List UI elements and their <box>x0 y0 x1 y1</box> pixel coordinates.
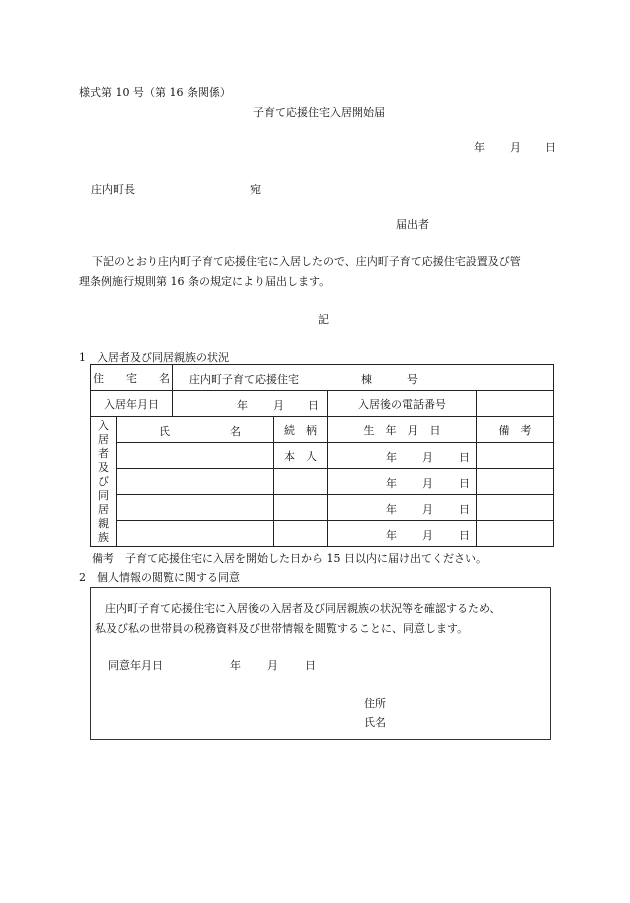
date-day: 日 <box>545 141 556 154</box>
birth-year: 年 <box>386 529 397 542</box>
address-label: 住 宅 名 <box>91 365 173 391</box>
document-title: 子育て応援住宅入居開始届 <box>253 106 385 119</box>
form-number: 様式第 10 号（第 16 条関係） <box>79 86 231 99</box>
addressee-suffix: 宛 <box>250 183 261 196</box>
col-name-2: 名 <box>230 425 241 438</box>
consent-year: 年 <box>230 659 241 672</box>
move-in-date-cell[interactable] <box>173 391 328 417</box>
consent-date-label: 同意年月日 <box>108 659 163 672</box>
occupant-table <box>90 364 554 547</box>
member-remarks[interactable] <box>477 495 554 521</box>
birth-year: 年 <box>386 451 397 464</box>
member-remarks[interactable] <box>477 443 554 469</box>
move-in-month: 月 <box>273 399 284 412</box>
member-birth[interactable] <box>328 469 477 495</box>
consent-day: 日 <box>305 659 316 672</box>
member-birth[interactable] <box>328 443 477 469</box>
birth-month: 月 <box>422 477 433 490</box>
col-birth: 生 年 月 日 <box>328 417 477 443</box>
birth-year: 年 <box>386 477 397 490</box>
consent-line-2: 私及び私の世帯員の税務資料及び世帯情報を閲覧することに、同意します。 <box>95 622 469 635</box>
birth-day: 日 <box>459 477 470 490</box>
move-in-year: 年 <box>237 399 248 412</box>
member-relation[interactable] <box>274 495 328 521</box>
birth-day: 日 <box>459 503 470 516</box>
applicant-label: 届出者 <box>396 218 429 231</box>
move-in-row <box>91 391 554 417</box>
member-row <box>91 443 554 469</box>
date-year: 年 <box>474 141 485 154</box>
member-relation[interactable] <box>274 469 328 495</box>
date-month: 月 <box>510 141 521 154</box>
birth-year: 年 <box>386 503 397 516</box>
consent-box <box>90 587 551 740</box>
col-name <box>117 417 274 443</box>
col-relation: 続 柄 <box>274 417 328 443</box>
intro-line-1: 下記のとおり庄内町子育て応援住宅に入居したので、庄内町子育て応援住宅設置及び管 <box>92 255 521 268</box>
member-birth[interactable] <box>328 495 477 521</box>
addressee-name: 庄内町長 <box>91 183 135 196</box>
col-name-1: 氏 <box>159 425 170 438</box>
member-remarks[interactable] <box>477 521 554 547</box>
address-row <box>91 365 554 391</box>
consent-address-label: 住所 <box>364 697 386 710</box>
member-row <box>91 521 554 547</box>
members-header-row <box>91 417 554 443</box>
section2-heading: 2 個人情報の閲覧に関する同意 <box>79 571 240 584</box>
side-label: 入居者及び同居親族 <box>98 418 109 544</box>
phone-label: 入居後の電話番号 <box>328 391 477 417</box>
birth-day: 日 <box>459 451 470 464</box>
address-value-cell <box>173 365 554 391</box>
birth-day: 日 <box>459 529 470 542</box>
side-label-cell <box>91 417 117 547</box>
consent-name-label: 氏名 <box>364 716 386 729</box>
phone-value[interactable] <box>477 391 554 417</box>
intro-line-2: 理条例施行規則第 16 条の規定により届出します。 <box>79 275 331 288</box>
section1-heading: 1 入居者及び同居親族の状況 <box>79 351 229 364</box>
move-in-day: 日 <box>308 399 319 412</box>
member-row <box>91 495 554 521</box>
birth-month: 月 <box>422 529 433 542</box>
member-relation[interactable] <box>274 521 328 547</box>
room-label: 号 <box>407 373 418 386</box>
move-in-date-label: 入居年月日 <box>91 391 173 417</box>
birth-month: 月 <box>422 451 433 464</box>
member-relation: 本 人 <box>274 443 328 469</box>
address-value: 庄内町子育て応援住宅 <box>189 373 299 386</box>
submission-note: 備考 子育て応援住宅に入居を開始した日から 15 日以内に届け出てください。 <box>92 552 487 565</box>
member-name[interactable] <box>117 495 274 521</box>
ki-heading: 記 <box>318 313 329 326</box>
consent-month: 月 <box>267 659 278 672</box>
member-name[interactable] <box>117 443 274 469</box>
birth-month: 月 <box>422 503 433 516</box>
col-remarks: 備 考 <box>477 417 554 443</box>
building-label: 棟 <box>361 373 372 386</box>
member-birth[interactable] <box>328 521 477 547</box>
member-row <box>91 469 554 495</box>
member-remarks[interactable] <box>477 469 554 495</box>
member-name[interactable] <box>117 521 274 547</box>
consent-line-1: 庄内町子育て応援住宅に入居後の入居者及び同居親族の状況等を確認するため、 <box>105 602 501 615</box>
member-name[interactable] <box>117 469 274 495</box>
